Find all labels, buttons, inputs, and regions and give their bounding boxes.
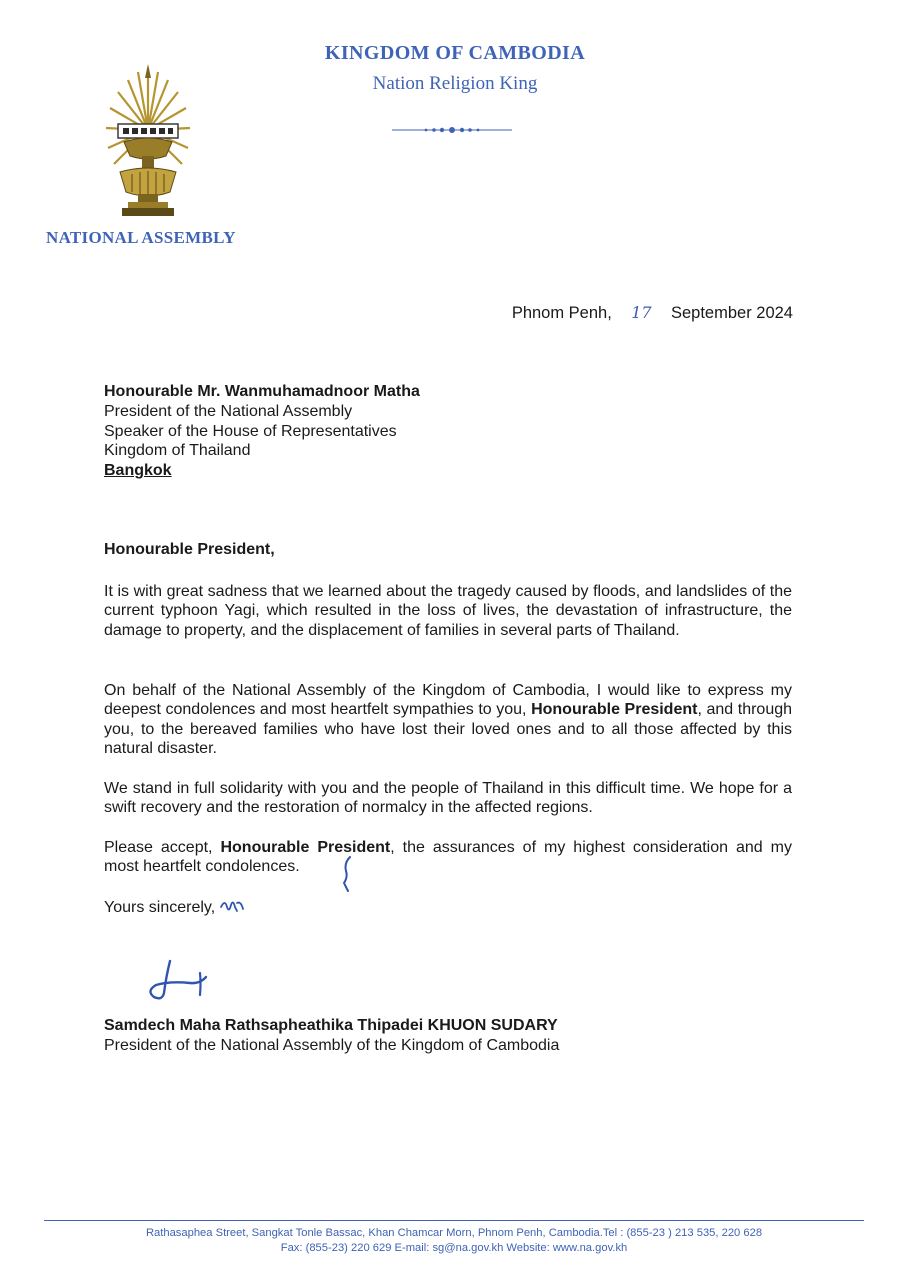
national-motto: Nation Religion King	[372, 73, 538, 94]
handwritten-mark-icon	[340, 855, 356, 893]
footer-address: Rathasaphea Street, Sangkat Tonle Bassac, Khan Chamcar Morn, Phnom Penh, Cambodia.Tel : (855-23 ) 213 535, 220 628	[145, 1227, 763, 1239]
letter-date	[512, 303, 793, 323]
closing-text: Yours sincerely,	[104, 899, 216, 916]
national-assembly-emblem-icon	[104, 64, 192, 218]
body-paragraph-4	[104, 838, 792, 877]
country-title: KINGDOM OF CAMBODIA	[324, 42, 586, 64]
salutation: Honourable President,	[104, 541, 275, 558]
footer-contact-line: Fax: (855-23) 220 629 E-mail: sg@na.gov.kh Website: www.na.gov.kh	[280, 1242, 628, 1254]
signer-name: Samdech Maha Rathsapheathika Thipadei KHUON SUDARY	[104, 1017, 558, 1034]
date-month-year: September 2024	[670, 304, 793, 322]
handwritten-signature-icon	[140, 955, 212, 1005]
ornament-divider-icon	[392, 124, 512, 136]
paragraph-text: , the assurances of my highest consideration and my most heartfelt condolences.	[104, 839, 793, 876]
date-place: Phnom Penh,	[511, 304, 612, 322]
signer-title: President of the National Assembly of the Kingdom of Cambodia	[104, 1037, 560, 1054]
addressee-city: Bangkok	[104, 462, 172, 480]
paragraph-text: Please accept,	[104, 839, 221, 856]
closing-line	[104, 897, 247, 917]
letterhead	[300, 42, 610, 95]
date-day-handwritten: 17	[631, 303, 652, 322]
addressee-line: Kingdom of Thailand	[104, 442, 251, 460]
body-paragraph-3: We stand in full solidarity with you and the people of Thailand in this difficult time. We hope for a swift recovery and the restoration of normalcy in the affected regions.	[104, 780, 792, 817]
paragraph-emphasis: Honourable President	[531, 701, 698, 719]
footer-contact	[44, 1226, 864, 1256]
footer-divider	[44, 1220, 864, 1221]
addressee-block	[104, 382, 420, 481]
addressee-line: President of the National Assembly	[104, 402, 353, 420]
paragraph-text: On behalf of the National Assembly of the Kingdom of Cambodia, I would like to express my deepest condolences and most heartfelt sympathies to you,	[104, 682, 792, 719]
signer-block	[104, 1016, 559, 1056]
handwritten-initial-icon	[219, 897, 247, 915]
paragraph-emphasis: Honourable President	[220, 839, 391, 856]
body-paragraph-2	[104, 681, 792, 759]
addressee-name: Honourable Mr. Wanmuhamadnoor Matha	[104, 383, 420, 400]
institution-label: NATIONAL ASSEMBLY	[46, 228, 236, 247]
addressee-line: Speaker of the House of Representatives	[104, 422, 397, 440]
paragraph-text: , and through you, to the bereaved families who have lost their loved ones and to all those affected by this natural disaster.	[104, 701, 793, 758]
body-paragraph-1: It is with great sadness that we learned about the tragedy caused by floods, and landslides of the current typhoon Yagi, which resulted in the loss of lives, the devastation of infrastructure, the damage to property, and the displacement of families in several parts of Thailand.	[104, 583, 792, 639]
